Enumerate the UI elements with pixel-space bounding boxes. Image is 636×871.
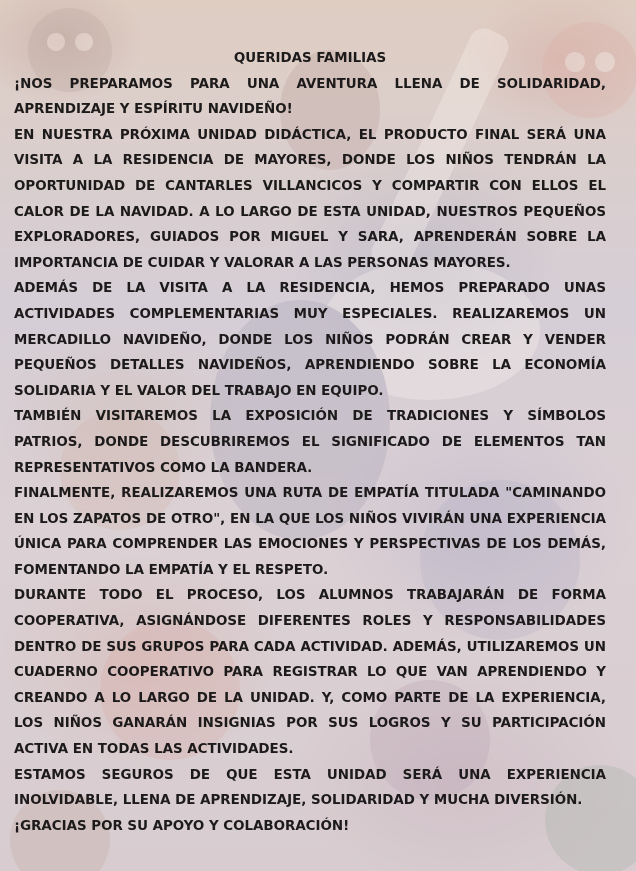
letter-paragraph-visit: EN NUESTRA PRÓXIMA UNIDAD DIDÁCTICA, EL PRODUCTO FINAL SERÁ UNA VISITA A LA RESIDENCIA DE MAYORES, DONDE LOS NIÑOS TENDRÁN LA OPORTUNIDAD DE CANTARLES VILLANCICOS Y COMPARTIR CON ELLOS EL CALOR DE LA NAVIDAD. A LO LARGO DE ESTA UNIDAD, NUESTROS PEQUEÑOS EXPLORADORES, GUIADOS POR MIGUEL Y SARA, APRENDERÁN SOBRE LA IMPORTANCIA DE CUIDAR Y VALORAR A LAS PERSONAS MAYORES. xyxy=(14,127,606,271)
letter-paragraph-exhibition: TAMBIÉN VISITAREMOS LA EXPOSICIÓN DE TRADICIONES Y SÍMBOLOS PATRIOS, DONDE DESCUBRIREMOS EL SIGNIFICADO DE ELEMENTOS TAN REPRESENTATIVOS COMO LA BANDERA. xyxy=(14,409,606,476)
letter-title: QUERIDAS FAMILIAS xyxy=(233,51,387,66)
letter-paragraph-intro: ¡NOS PREPARAMOS PARA UNA AVENTURA LLENA DE SOLIDARIDAD, APRENDIZAJE Y ESPÍRITU NAVIDEÑO! xyxy=(14,76,606,118)
letter-paragraph-cooperative: DURANTE TODO EL PROCESO, LOS ALUMNOS TRABAJARÁN DE FORMA COOPERATIVA, ASIGNÁNDOSE DIFERENTES ROLES Y RESPONSABILIDADES DENTRO DE SUS GRUPOS PARA CADA ACTIVIDAD. ADEMÁS, UTILIZAREMOS UN CUADERNO COOPERATIVO PARA REGISTRAR LO QUE VAN APRENDIENDO Y CREANDO A LO LARGO DE LA UNIDAD. Y, COMO PARTE DE LA EXPERIENCIA, LOS NIÑOS GANARÁN INSIGNIAS POR SUS LOGROS Y SU PARTICIPACIÓN ACTIVA EN TODAS LAS ACTIVIDADES. xyxy=(14,588,606,758)
letter-paragraph-empathy-route: FINALMENTE, REALIZAREMOS UNA RUTA DE EMPATÍA TITULADA "CAMINANDO EN LOS ZAPATOS DE OTRO", EN LA QUE LOS NIÑOS VIVIRÁN UNA EXPERIENCIA ÚNICA PARA COMPRENDER LAS EMOCIONES Y PERSPECTIVAS DE LOS DEMÁS, FOMENTANDO LA EMPATÍA Y EL RESPETO. xyxy=(14,486,606,578)
letter-paragraph-thanks: ¡GRACIAS POR SU APOYO Y COLABORACIÓN! xyxy=(14,818,350,834)
letter-paragraph-activities: ADEMÁS DE LA VISITA A LA RESIDENCIA, HEMOS PREPARADO UNAS ACTIVIDADES COMPLEMENTARIAS MUY ESPECIALES. REALIZAREMOS UN MERCADILLO NAVIDEÑO, DONDE LOS NIÑOS PODRÁN CREAR Y VENDER PEQUEÑOS DETALLES NAVIDEÑOS, APRENDIENDO SOBRE LA ECONOMÍA SOLIDARIA Y EL VALOR DEL TRABAJO EN EQUIPO. xyxy=(14,281,606,399)
letter-paragraph-closing: ESTAMOS SEGUROS DE QUE ESTA UNIDAD SERÁ UNA EXPERIENCIA INOLVIDABLE, LLENA DE APRENDIZAJE, SOLIDARIDAD Y MUCHA DIVERSIÓN. xyxy=(14,767,606,809)
letter-body xyxy=(14,46,606,839)
